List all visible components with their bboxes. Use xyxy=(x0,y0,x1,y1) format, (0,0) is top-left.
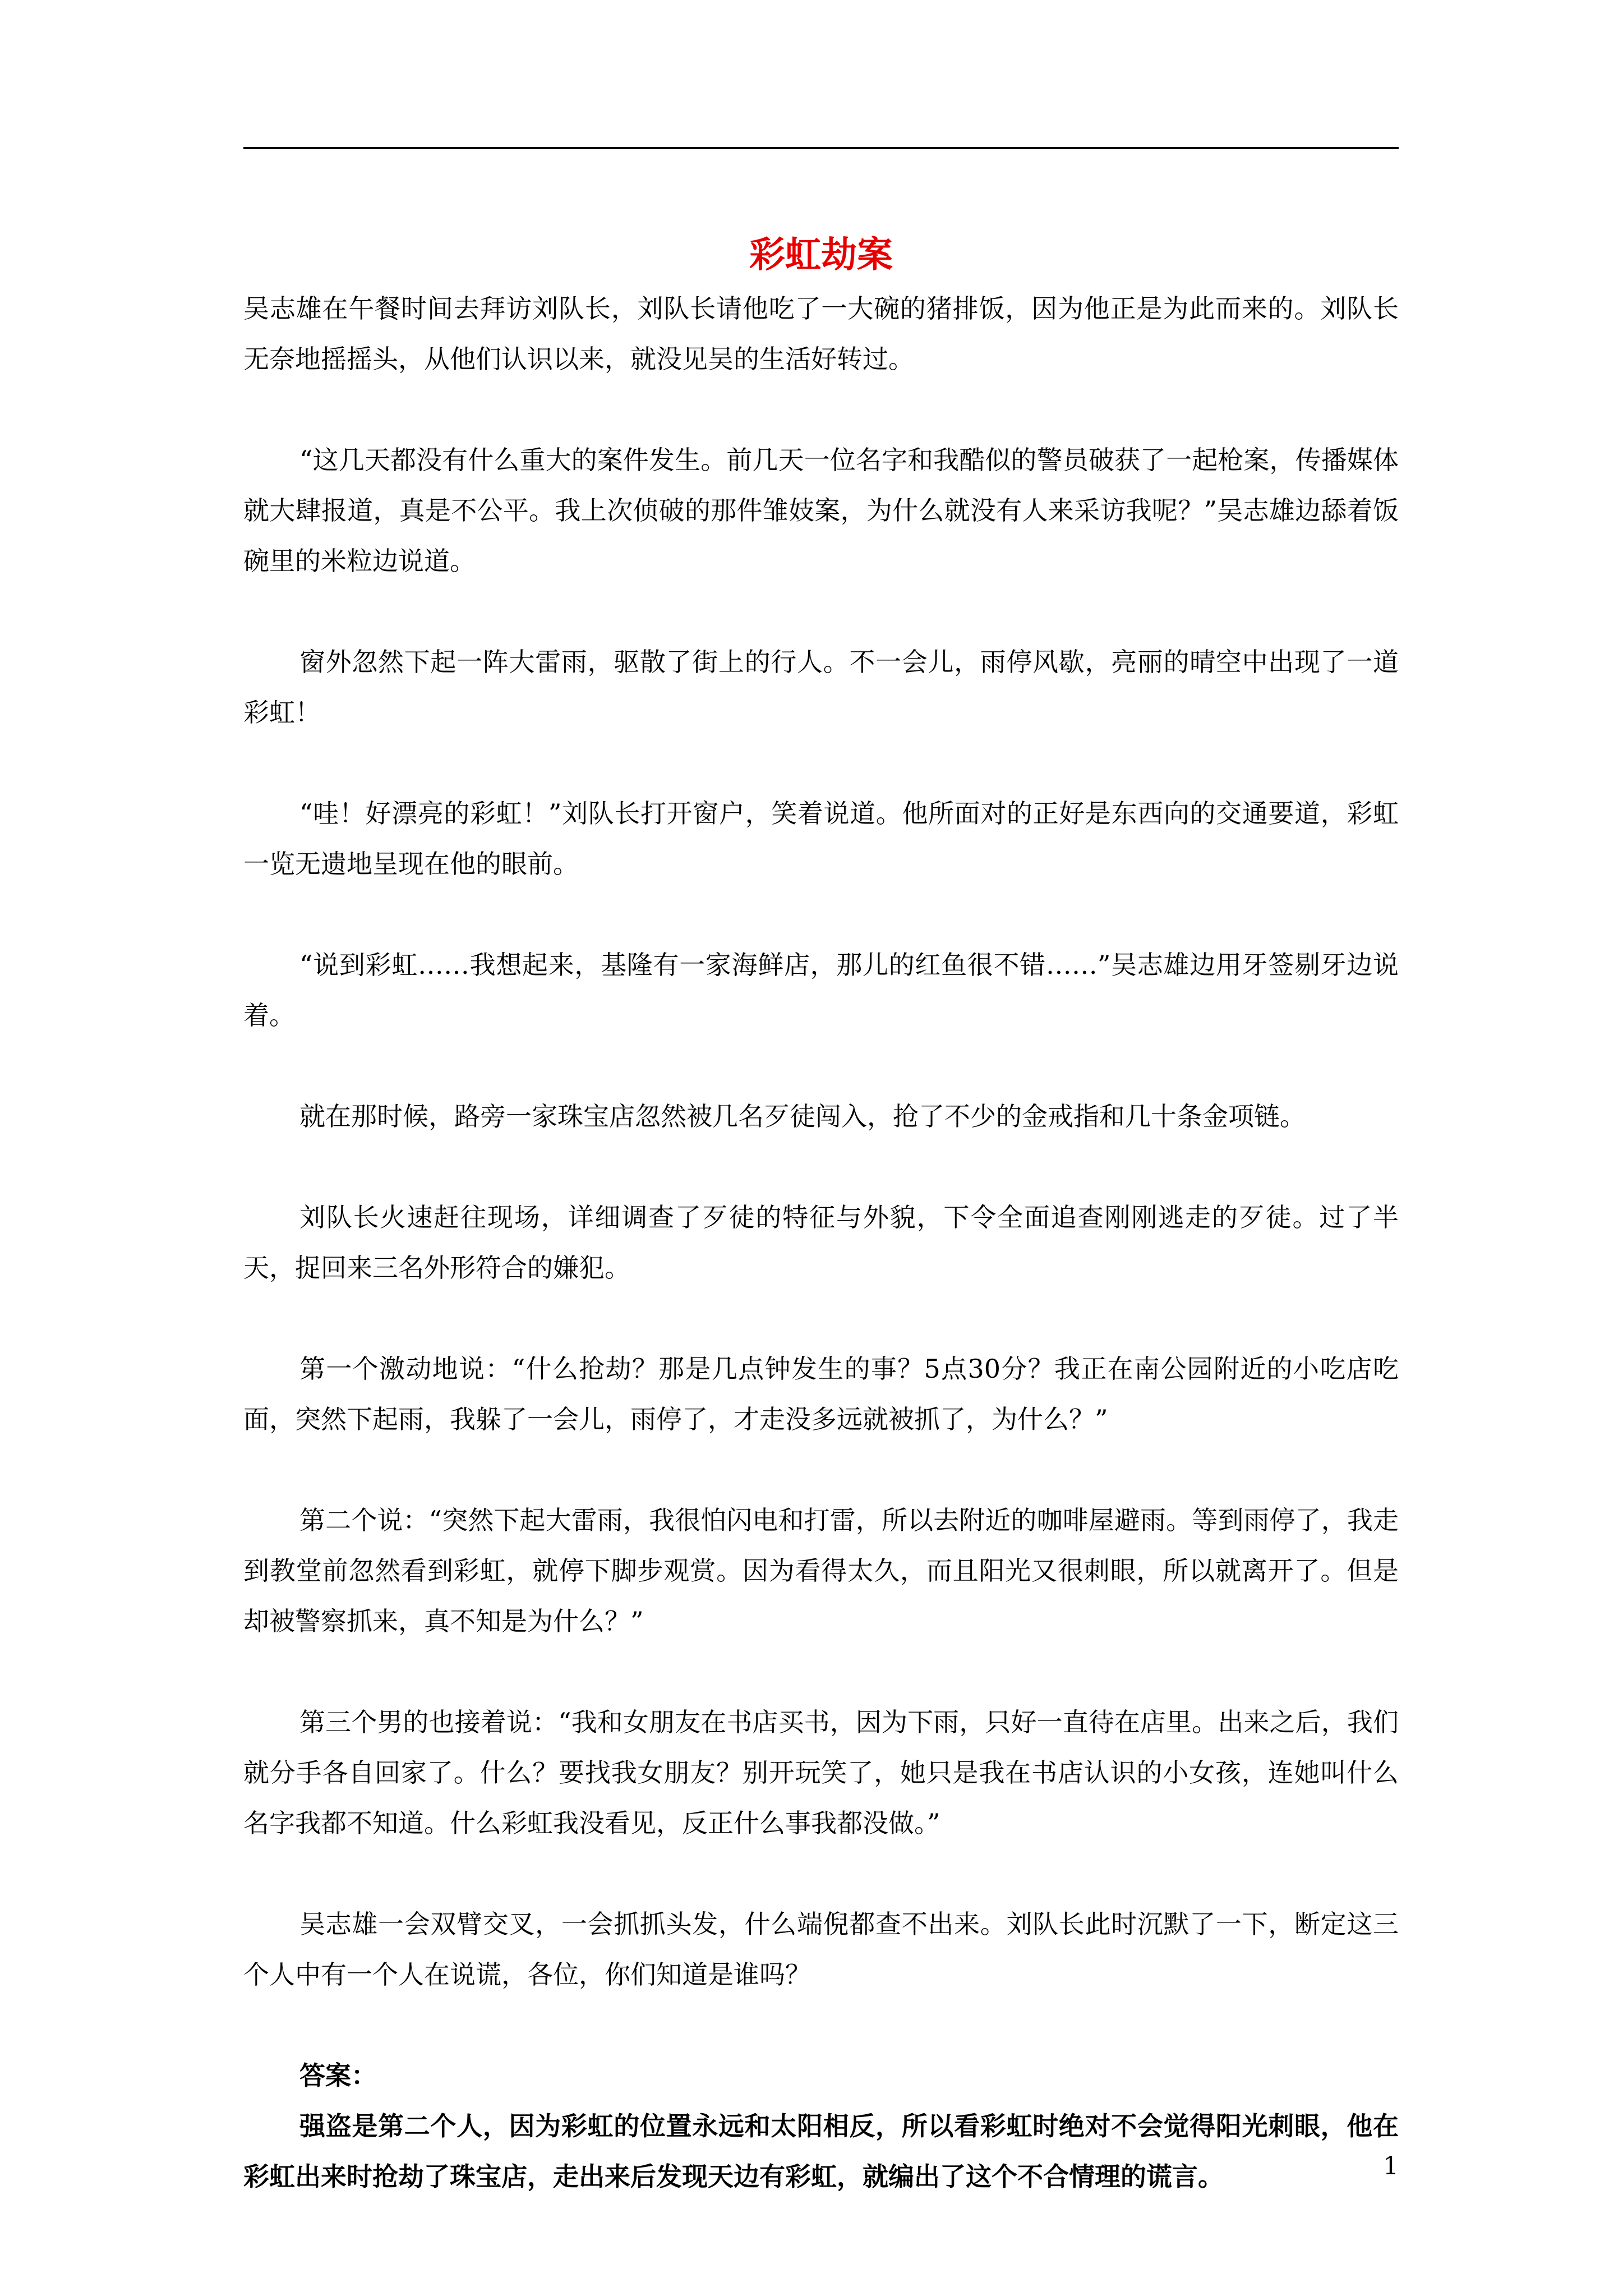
answer-text: 强盗是第二个人，因为彩虹的位置永远和太阳相反，所以看彩虹时绝对不会觉得阳光刺眼，他在彩虹出来时抢劫了珠宝店，走出来后发现天边有彩虹，就编出了这个不合情理的谎言。 xyxy=(243,2111,1399,2192)
paragraph-2: “这几天都没有什么重大的案件发生。前几天一位名字和我酷似的警员破获了一起枪案，传播媒体就大肆报道，真是不公平。我上次侦破的那件雏妓案，为什么就没有人来采访我呢？”吴志雄边舔着饭碗里的米粒边说道。 xyxy=(243,445,1399,576)
paragraph-11: 吴志雄一会双臂交叉，一会抓抓头发，什么端倪都查不出来。刘队长此时沉默了一下，断定这三个人中有一个人在说谎，各位，你们知道是谁吗？ xyxy=(243,1909,1399,1990)
header-rule xyxy=(243,147,1399,149)
paragraph-10: 第三个男的也接着说：“我和女朋友在书店买书，因为下雨，只好一直待在店里。出来之后，我们就分手各自回家了。什么？要找我女朋友？别开玩笑了，她只是我在书店认识的小女孩，连她叫什么名字我都不知道。什么彩虹我没看见，反正什么事我都没做。” xyxy=(243,1707,1399,1838)
paragraph-8: 第一个激动地说：“什么抢劫？那是几点钟发生的事？5点30分？我正在南公园附近的小吃店吃面，突然下起雨，我躲了一会儿，雨停了，才走没多远就被抓了，为什么？” xyxy=(243,1354,1399,1434)
paragraph-1: 吴志雄在午餐时间去拜访刘队长，刘队长请他吃了一大碗的猪排饭，因为他正是为此而来的。刘队长无奈地摇摇头，从他们认识以来，就没见吴的生活好转过。 xyxy=(243,293,1399,374)
paragraph-6: 就在那时候，路旁一家珠宝店忽然被几名歹徒闯入，抢了不少的金戒指和几十条金项链。 xyxy=(299,1101,1306,1131)
answer-section xyxy=(243,2050,1399,2202)
paragraph-9: 第二个说：“突然下起大雷雨，我很怕闪电和打雷，所以去附近的咖啡屋避雨。等到雨停了，我走到教堂前忽然看到彩虹，就停下脚步观赏。因为看得太久，而且阳光又很刺眼，所以就离开了。但是却被警察抓来，真不知是为什么？” xyxy=(243,1505,1399,1636)
answer-label: 答案： xyxy=(299,2060,377,2091)
paragraph-3: 窗外忽然下起一阵大雷雨，驱散了街上的行人。不一会儿，雨停风歇，亮丽的晴空中出现了一道彩虹！ xyxy=(243,647,1399,728)
document-body xyxy=(243,283,1399,2202)
paragraph-4: “哇！好漂亮的彩虹！”刘队长打开窗户，笑着说道。他所面对的正好是东西向的交通要道，彩虹一览无遗地呈现在他的眼前。 xyxy=(243,798,1399,879)
paragraph-7: 刘队长火速赶往现场，详细调查了歹徒的特征与外貌，下令全面追查刚刚逃走的歹徒。过了半天，捉回来三名外形符合的嫌犯。 xyxy=(243,1202,1399,1283)
page-title: 彩虹劫案 xyxy=(749,233,893,276)
page-number: 1 xyxy=(1383,2152,1399,2180)
paragraph-5: “说到彩虹……我想起来，基隆有一家海鲜店，那儿的红鱼很不错……”吴志雄边用牙签剔牙边说着。 xyxy=(243,950,1399,1030)
